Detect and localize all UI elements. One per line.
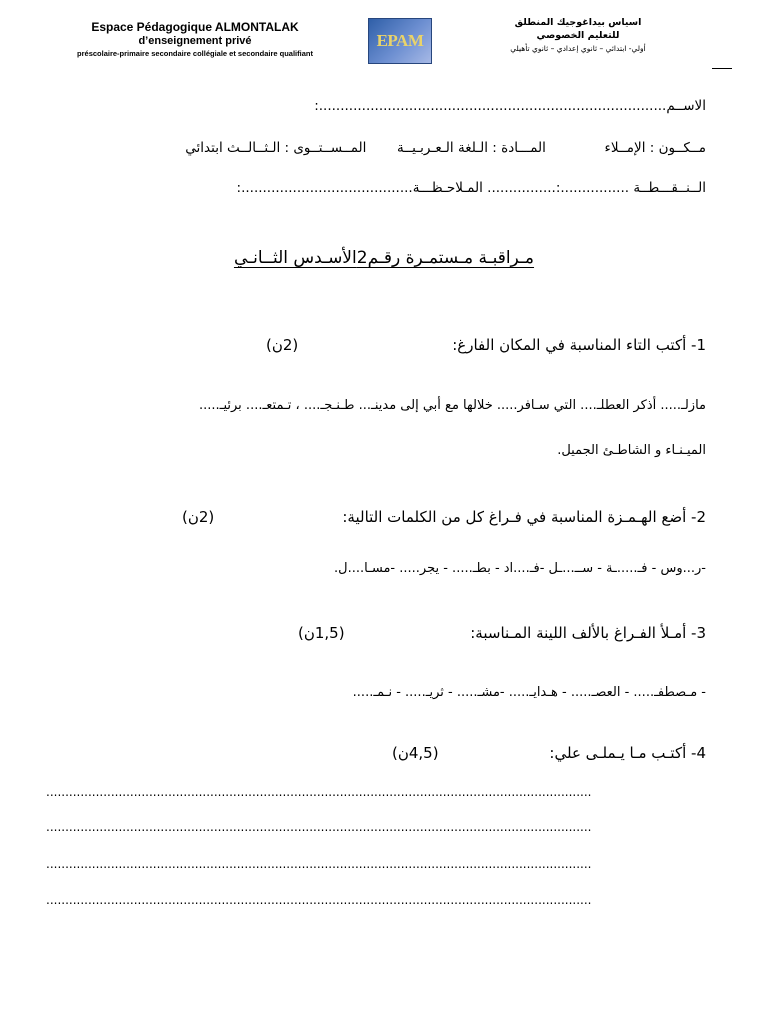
- question-2-label: 2- أضع الهـمـزة المناسبة في فـراغ كل من الكلمات التالية:: [342, 508, 706, 526]
- question-3-text: - مـصطفـ..... - العصـ..... - هـدايـ..... -مشـ..... - ثريـ..... - نـمـ.....: [352, 685, 706, 700]
- question-4-label: 4- أكتـب مـا يـملـى علي:: [549, 744, 706, 762]
- question-4-points: (4,5ن): [392, 744, 439, 762]
- student-info-row: [185, 140, 706, 156]
- header-rule: [712, 68, 732, 69]
- school-name-ar: [468, 16, 688, 55]
- student-name-line: الاســم.................................................................................:: [314, 98, 706, 114]
- question-3-points: (1,5ن): [298, 624, 345, 642]
- school-name-fr-line1: Espace Pédagogique ALMONTALAK: [91, 20, 299, 34]
- exam-title: مـراقبـة مـستمـرة رقـم2الأسـدس الثــانـي: [233, 248, 535, 268]
- school-levels-ar: أولي- ابتدائي – ثانوي إعدادي – ثانوي تأهيلي: [510, 44, 646, 53]
- question-1-points: (2ن): [266, 336, 299, 354]
- dictation-line-3: ...............................................................................................................................................: [46, 857, 592, 871]
- dictation-line-1: ...............................................................................................................................................: [46, 785, 592, 799]
- school-levels-fr: préscolaire-primaire secondaire collégiale et secondaire qualifiant: [77, 49, 313, 58]
- question-2-points: (2ن): [182, 508, 215, 526]
- question-3-label: 3- أمـلأ الفـراغ بالألف اللينة المـناسبة:: [470, 624, 706, 642]
- subject-field: المـــادة : الـلغة الـعـربـيــة: [397, 140, 546, 156]
- school-name-ar-line1: اسياس بيداغوجيك المنطلق: [514, 17, 642, 28]
- school-name-fr: [30, 20, 360, 60]
- component-field: مــكــون : الإمــلاء: [604, 140, 706, 156]
- question-1-text-line2: الميـنـاء و الشاطـئ الجميل.: [557, 443, 706, 458]
- dictation-line-4: ...............................................................................................................................................: [46, 893, 592, 907]
- question-1-label: 1- أكتب التاء المناسبة في المكان الفارغ:: [452, 336, 706, 354]
- level-field: المــســتــوى : الـثــالــث ابتدائي: [185, 140, 367, 156]
- grade-remark-line: الــنــقـــطــة ................:................ المـلاحـظـــة........................................:: [236, 180, 706, 196]
- logo-text: EPAM: [376, 31, 424, 50]
- dictation-line-2: ...............................................................................................................................................: [46, 820, 592, 834]
- school-logo: [368, 18, 432, 64]
- question-1-text-line1: مازلـ..... أذكر العطلـ.... التي سـافر..... خلالها مع أبي إلى مدينـ... طـنـجـ.... ، تـمتعـ.... برئيـ.....: [199, 398, 706, 413]
- school-name-ar-line2: للتعليم الخصوصي: [536, 30, 620, 41]
- question-2-text: -ر...وس - فـ.....ـة - ســ...ـل -فـ....اد - بطـ..... - يجر..... -مسـا....ل.: [334, 561, 706, 576]
- school-name-fr-line2: d’enseignement privé: [138, 35, 252, 47]
